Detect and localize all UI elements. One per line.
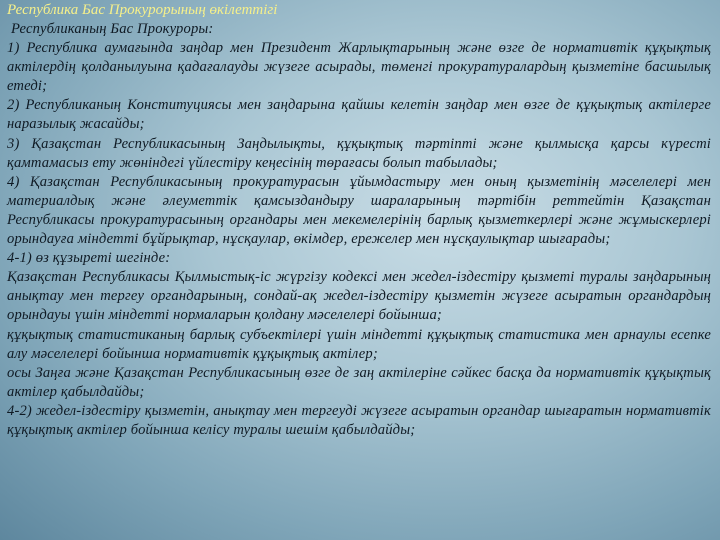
paragraph-sub-criminal-procedure: Қазақстан Республикасы Қылмыстық-іс жүргізу кодексі мен жедел-іздестіру қызметі туралы заңдарының анықтау мен тергеу органдарының, сондай-ақ жедел-іздестіру қызметін жүзеге асыратын органдардың орындауы үшін міндетті нормаларын қолдану мәселелері бойынша;	[7, 269, 711, 324]
paragraph-item-4-1: 4-1) өз құзыреті шегінде:	[7, 250, 171, 267]
slide-body	[7, 20, 711, 440]
paragraph-sub-legal-statistics: құқықтық статистиканың барлық субъектілері үшін міндетті құқықтық статистика мен арнаулы есепке алу мәселелері бойынша нормативтік құқықтық актілер;	[7, 326, 711, 362]
paragraph-item-3: 3) Қазақстан Республикасының Заңдылықты, құқықтық тәртіпті және қылмысқа қарсы күресті қамтамасыз ету жөніндегі үйлестіру кеңесінің төрағасы болып табылады;	[7, 135, 711, 171]
slide	[7, 0, 711, 540]
paragraph-intro: Республиканың Бас Прокуроры:	[11, 21, 214, 37]
paragraph-item-1: 1) Республика аумағында заңдар мен Президент Жарлықтарының және өзге де нормативтік құқықтық актілердің қолданылуына қадағалауды жүзеге асырады, төменгі прокуратуралардың қызметіне басшылық етеді;	[7, 40, 711, 95]
paragraph-item-4-2: 4-2) жедел-іздестіру қызметін, анықтау мен тергеуді жүзеге асыратын органдар шығаратын нормативтік құқықтық актілер бойынша келісу туралы шешім қабылдайды;	[7, 402, 711, 438]
paragraph-item-4: 4) Қазақстан Республикасының прокуратурасын ұйымдастыру мен оның қызметінің мәселелері мен материалдық және әлеуметтік қамсыздандыру шараларының тәртібін реттейтін Қазақстан Республикасы прокуратурасының органдары мен мекемелерінің барлық қызметкерлері және жұмыскерлері орындауға міндетті бұйрықтар, нұсқаулар, өкімдер, ережелер мен нұсқаулықтар шығарады;	[7, 173, 711, 248]
paragraph-item-2: 2) Республиканың Конституциясы мен заңдарына қайшы келетін заңдар мен өзге де құқықтық актілерге наразылық жасайды;	[7, 97, 711, 133]
slide-title: Республика Бас Прокурорының өкілеттігі	[7, 2, 278, 18]
paragraph-sub-other-acts: осы Заңға және Қазақстан Республикасының өзге де заң актілеріне сәйкес басқа да нормативтік құқықтық актілер қабылдайды;	[7, 364, 711, 400]
